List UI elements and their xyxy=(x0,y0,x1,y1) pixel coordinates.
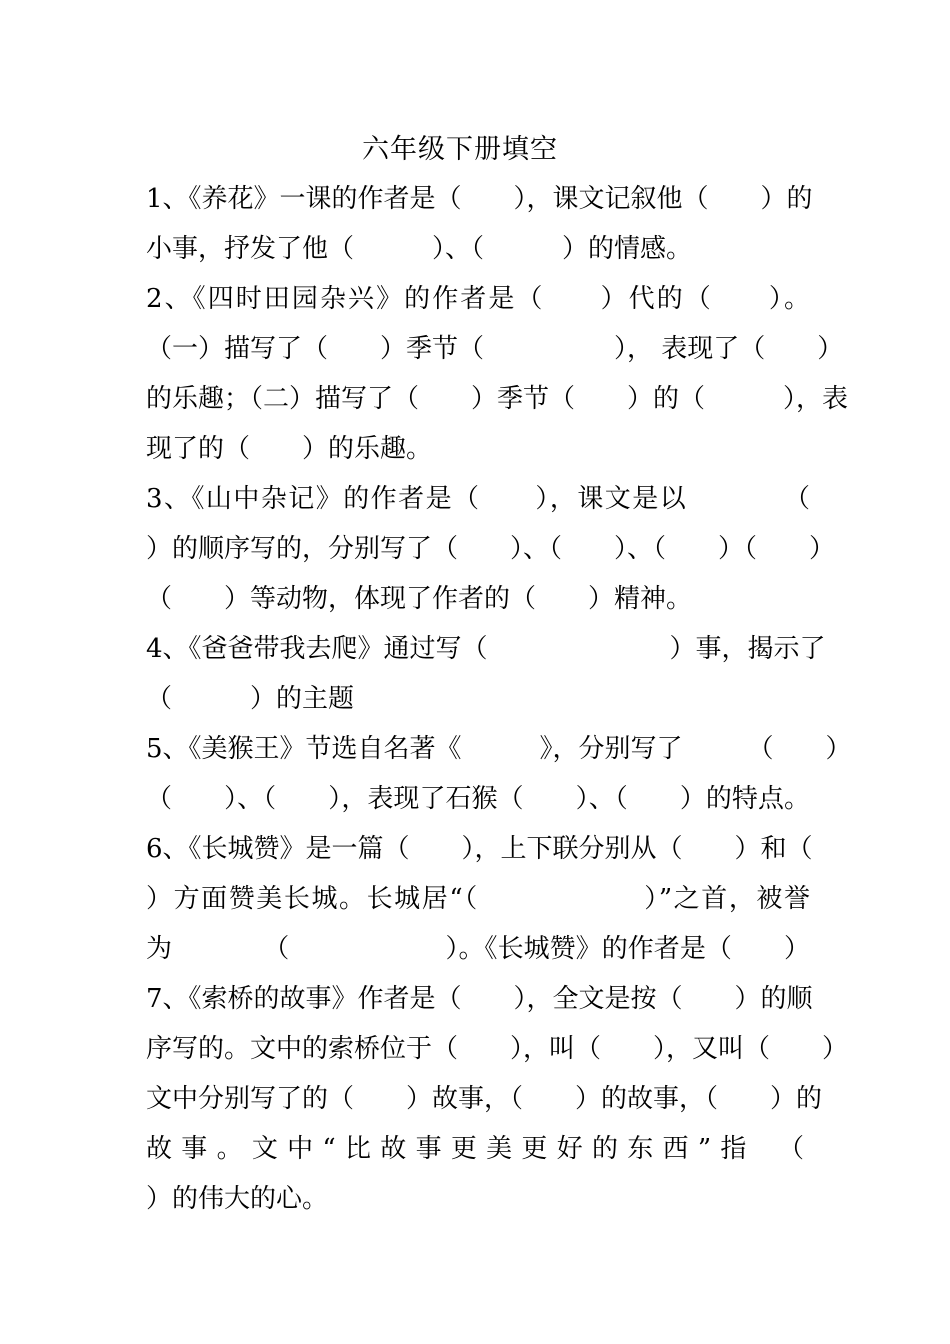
text-line-q6-a: 6、《长城赞》是一篇（ ），上下联分别从（ ）和（ xyxy=(146,834,813,864)
text-line-q7-a: 7、《索桥的故事》作者是（ ），全文是按（ ）的顺 xyxy=(146,984,813,1014)
page-title: 六年级下册填空 xyxy=(362,134,558,165)
text-line-q6-b: ）方面赞美长城。长城居“（ ）”之首，被誉 xyxy=(146,884,810,914)
text-line-q2-c: 的乐趣；（二）描写了（ ）季节（ ）的（ ），表 xyxy=(146,384,849,414)
text-line-q3-b: ）的顺序写的，分别写了（ ）、（ ）、（ ）（ ） xyxy=(146,534,836,564)
text-line-q7-d: 故事。文中“比故事更美更好的东西”指 （ xyxy=(146,1134,810,1164)
text-line-q1-a: 1、《养花》一课的作者是（ ），课文记叙他（ ）的 xyxy=(146,184,813,214)
text-line-q7-c: 文中分别写了的（ ）故事，（ ）的故事，（ ）的 xyxy=(146,1084,823,1114)
text-line-q5-b: （ ）、（ ），表现了石猴（ ）、（ ）的特点。 xyxy=(146,784,810,814)
text-line-q2-a: 2、《四时田园杂兴》的作者是（ ）代的（ ）。 xyxy=(146,284,810,314)
text-line-q2-b: （一）描写了（ ）季节（ ）， 表现了（ ） xyxy=(146,334,844,364)
text-line-q3-a: 3、《山中杂记》的作者是（ ），课文是以 （ xyxy=(146,484,810,514)
text-line-q2-d: 现了的（ ）的乐趣。 xyxy=(146,434,433,464)
text-line-q5-a: 5、《美猴王》节选自名著《 》，分别写了 （ ） xyxy=(146,734,852,764)
text-line-q4-a: 4、《爸爸带我去爬》通过写（ ）事，揭示了 xyxy=(146,634,826,664)
text-line-q3-c: （ ）等动物，体现了作者的（ ）精神。 xyxy=(146,584,693,614)
text-line-q1-b: 小事，抒发了他（ ）、（ ）的情感。 xyxy=(146,234,693,264)
text-line-q6-c: 为 （ ）。《长城赞》的作者是（ ） xyxy=(146,934,810,964)
text-line-q7-b: 序写的。文中的索桥位于（ ），叫（ ），又叫（ ） xyxy=(146,1034,849,1064)
text-line-q7-e: ）的伟大的心。 xyxy=(146,1184,329,1214)
text-line-q4-b: （ ）的主题 xyxy=(146,684,355,714)
